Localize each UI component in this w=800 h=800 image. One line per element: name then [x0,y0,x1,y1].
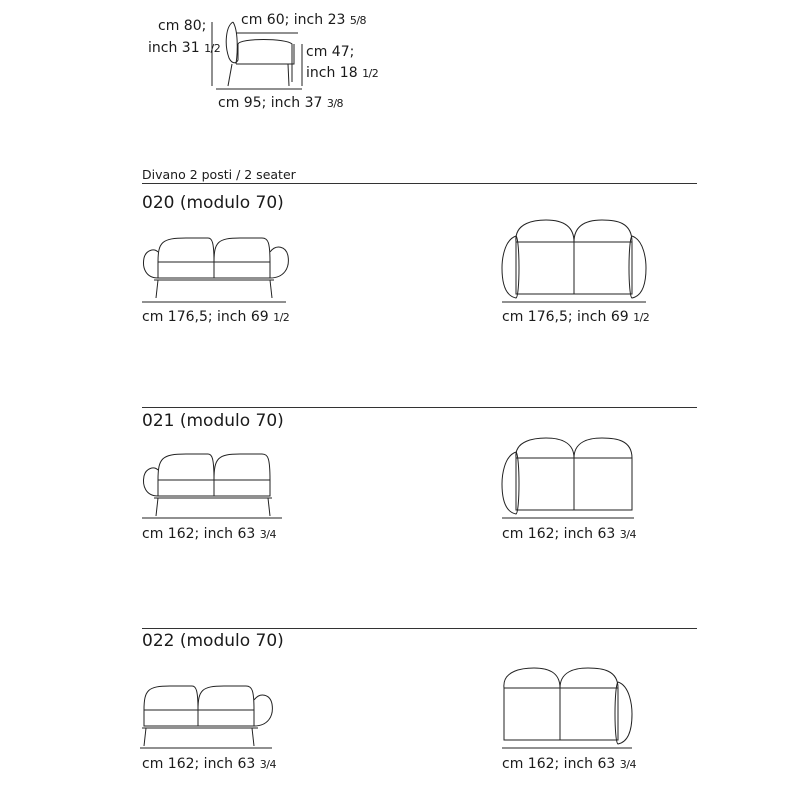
top-dim-value-021: cm 162; inch 63 [502,526,616,542]
front-dim-value-020: cm 176,5; inch 69 [142,309,269,325]
front-dim-fraction-022: 3/4 [259,758,276,771]
seat-inch-value: inch 18 [306,65,358,81]
seat-cm-label: cm 47; [306,44,355,60]
top-dim-value-022: cm 162; inch 63 [502,756,616,772]
seat-inch-label [306,65,378,82]
section-divider-021 [142,407,697,408]
width-cm-value: cm 95; [218,95,267,111]
front-dim-020 [142,309,289,326]
height-inch-label [148,40,220,57]
depth-cm-value: cm 60; [241,12,290,28]
front-view-022 [140,684,300,754]
height-cm-label: cm 80; [158,18,207,34]
height-inch-value: inch 31 [148,40,200,56]
front-dim-fraction-021: 3/4 [259,528,276,541]
front-dim-022 [142,756,276,773]
top-dim-fraction-021: 3/4 [619,528,636,541]
top-view-022 [500,666,660,756]
section-title-021: 021 (modulo 70) [142,411,284,431]
depth-inch-fraction: 5/8 [349,14,367,27]
top-view-020 [500,216,660,306]
top-dim-020 [502,309,649,326]
section-divider-022 [142,628,697,629]
front-dim-fraction-020: 1/2 [273,311,290,324]
depth-inch-value: inch 23 [293,12,346,28]
section-title-022: 022 (modulo 70) [142,631,284,651]
section-title-020: 020 (modulo 70) [142,193,284,213]
top-dim-fraction-022: 3/4 [619,758,636,771]
top-dim-fraction-020: 1/2 [633,311,650,324]
top-dim-022 [502,756,636,773]
front-dim-021 [142,526,276,543]
front-view-021 [140,450,300,520]
side-view-drawing [0,0,800,120]
front-dim-value-021: cm 162; inch 63 [142,526,256,542]
seat-inch-fraction: 1/2 [362,67,379,80]
top-dim-021 [502,526,636,543]
depth-label [241,12,366,29]
top-dim-value-020: cm 176,5; inch 69 [502,309,629,325]
front-dim-value-022: cm 162; inch 63 [142,756,256,772]
top-view-021 [500,436,660,526]
width-inch-value: inch 37 [270,95,323,111]
height-inch-fraction: 1/2 [204,42,221,55]
front-view-020 [140,232,300,302]
category-heading: Divano 2 posti / 2 seater [142,167,296,182]
width-inch-fraction: 3/8 [326,97,344,110]
category-divider [142,183,697,184]
width-label [218,95,343,112]
